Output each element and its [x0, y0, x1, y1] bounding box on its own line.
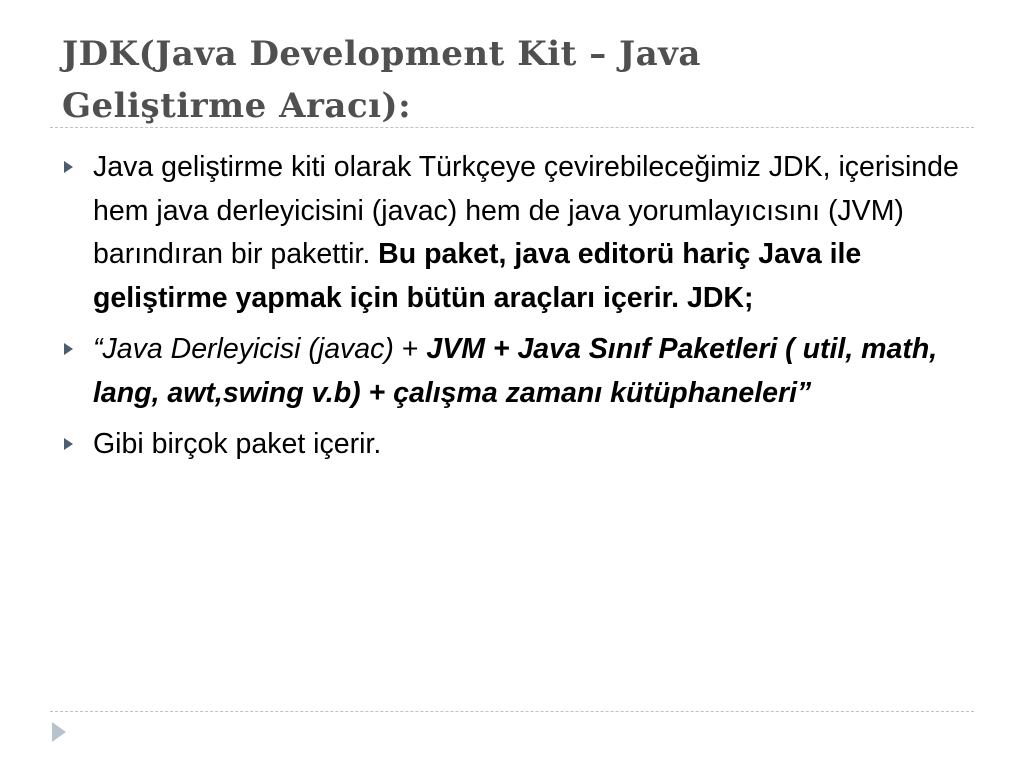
- bullet-item-packages: [60, 423, 970, 467]
- bullet-item-jdk-components: [60, 328, 970, 415]
- slide-title: [62, 28, 962, 132]
- title-line-2: Geliştirme Aracı):: [62, 86, 412, 126]
- next-slide-arrow-icon[interactable]: [52, 722, 66, 742]
- triangle-right-icon: [64, 161, 73, 173]
- bullet2-bold-italic-text: JVM + Java Sınıf Paketleri ( util, math, lang, awt,swing v.b) + çalışma zamanı kütüphaneleri”: [93, 333, 938, 409]
- bullet2-plus-text: +: [401, 333, 427, 365]
- footer-divider: [50, 711, 974, 712]
- bullet-list: [60, 146, 970, 475]
- bullet-item-jdk-description: [60, 146, 970, 320]
- bullet1-bold-text: Bu paket, java editorü hariç Java ile geliştirme yapmak için bütün araçları içerir. JDK;: [93, 238, 862, 314]
- bullet2-italic-text: “Java Derleyicisi (javac): [93, 333, 402, 365]
- triangle-right-icon: [64, 438, 73, 450]
- bullet1-text: Java geliştirme kiti olarak Türkçeye çevirebileceğimiz JDK, içerisinde hem java derleyicisini (javac) hem de java yorumlayıcısını (JVM) barındıran bir pakettir.: [93, 151, 959, 270]
- title-line-1: JDK(Java Development Kit – Java: [62, 34, 701, 74]
- bullet3-text: Gibi birçok paket içerir.: [93, 428, 382, 460]
- title-divider: [50, 127, 974, 128]
- triangle-right-icon: [64, 343, 73, 355]
